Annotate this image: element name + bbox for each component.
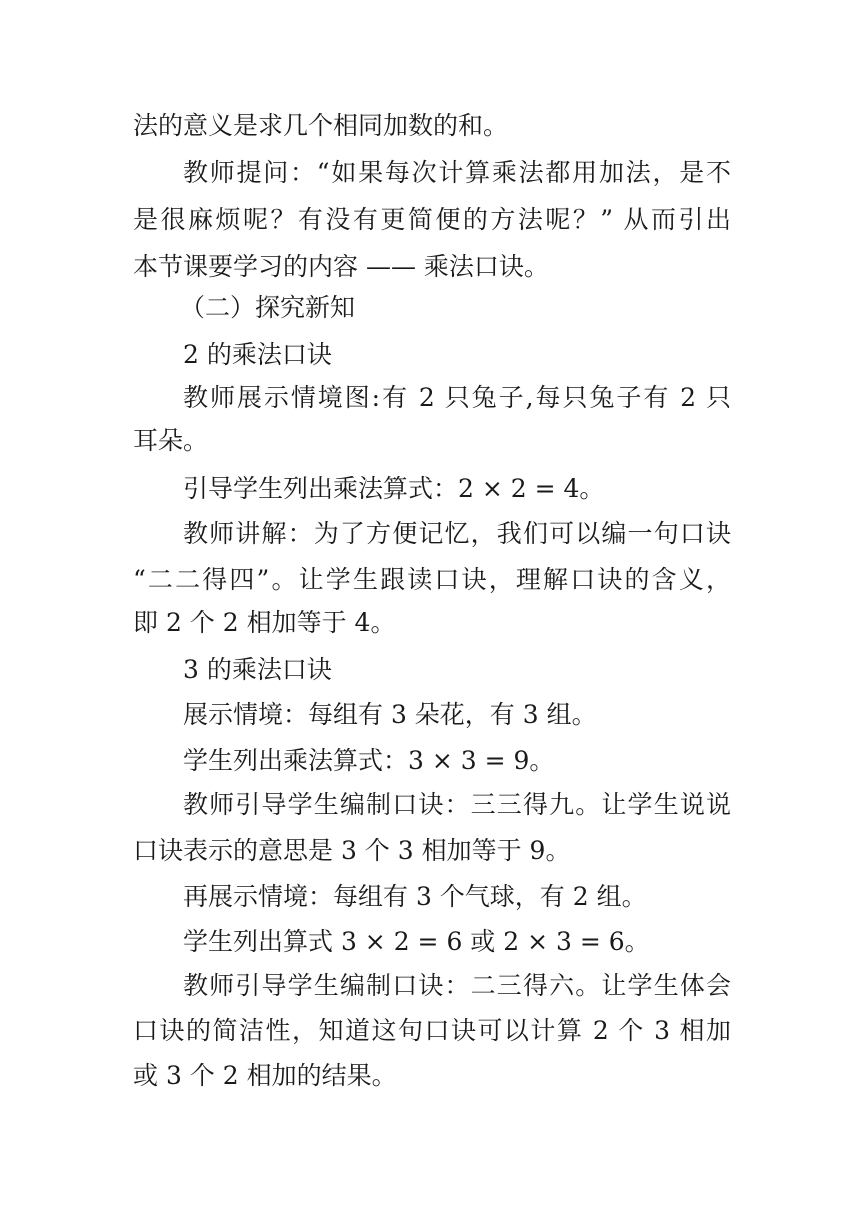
paragraph-line: 教师引导学生编制口诀：二三得六。让学生体会 — [183, 971, 731, 1000]
paragraph-line: 学生列出乘法算式：3 × 3 = 9。 — [183, 746, 555, 775]
subsection-heading: 3 的乘法口诀 — [183, 655, 332, 684]
paragraph-line: 教师展示情境图:有 2 只兔子,每只兔子有 2 只 — [183, 383, 731, 412]
paragraph-line: 是很麻烦呢？有没有更简便的方法呢？” 从而引出 — [133, 205, 731, 234]
subsection-heading: 2 的乘法口诀 — [183, 340, 332, 369]
paragraph-line: 本节课要学习的内容 —— 乘法口诀。 — [133, 252, 549, 281]
paragraph-line: 再展示情境：每组有 3 个气球，有 2 组。 — [183, 882, 647, 911]
paragraph-line: 或 3 个 2 相加的结果。 — [133, 1061, 397, 1090]
paragraph-line: “二二得四”。让学生跟读口诀，理解口诀的含义， — [133, 565, 731, 594]
paragraph-line: 学生列出算式 3 × 2 = 6 或 2 × 3 = 6。 — [183, 927, 650, 956]
paragraph-line: 法的意义是求几个相同加数的和。 — [133, 111, 509, 140]
paragraph-line: 教师讲解：为了方便记忆，我们可以编一句口诀 — [183, 519, 731, 548]
section-heading: （二）探究新知 — [180, 293, 356, 322]
paragraph-line: 即 2 个 2 相加等于 4。 — [133, 608, 396, 637]
paragraph-line: 展示情境：每组有 3 朵花，有 3 组。 — [183, 700, 597, 729]
paragraph-line: 口诀表示的意思是 3 个 3 相加等于 9。 — [133, 836, 571, 865]
paragraph-line: 口诀的简洁性，知道这句口诀可以计算 2 个 3 相加 — [133, 1016, 731, 1045]
paragraph-line: 教师提问：“如果每次计算乘法都用加法，是不 — [183, 158, 731, 187]
paragraph-line: 引导学生列出乘法算式：2 × 2 = 4。 — [183, 474, 605, 503]
paragraph-line: 耳朵。 — [133, 426, 209, 455]
paragraph-line: 教师引导学生编制口诀：三三得九。让学生说说 — [183, 790, 731, 819]
